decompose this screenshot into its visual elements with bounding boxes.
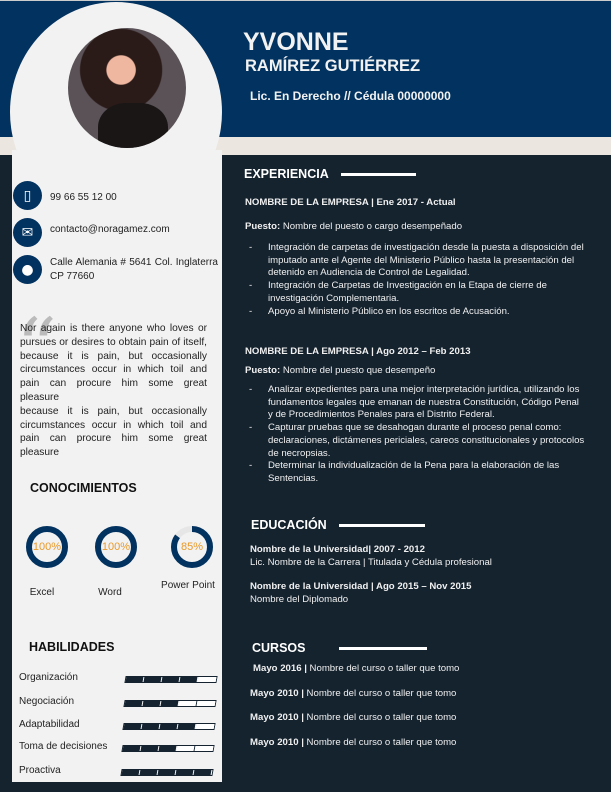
skill-label: Toma de decisiones [19,741,108,752]
skill-segment [197,701,216,706]
skill-segment [141,746,160,751]
phone-icon: ▯ [13,181,42,210]
skill-segment [176,770,195,775]
skill-segment [126,677,145,682]
course-name: Nombre del curso o taller que tomo [303,712,457,723]
skill-segment [143,701,162,706]
course-item [250,712,456,725]
skill-segment [196,724,215,729]
skill-donut [25,525,69,569]
about-text: Nor again is there anyone who loves or pursues or desires to obtain pain of itself, because it is pain, but occasionally circumstances occur in which toil and pain can procure him some great pleasure because it is pain, but occasionally circumstances occur in which toil and pain can procure him some great pleasure [20,323,207,459]
skill-segment [124,724,143,729]
skill-segment [122,770,141,775]
skill-donut [94,525,138,569]
skill-segment [178,724,197,729]
skill-bar [120,769,213,776]
contact-email: contacto@noragamez.com [50,224,170,235]
skill-bar [121,745,214,752]
skill-segment [142,724,161,729]
skill-segment [159,746,178,751]
course-date: Mayo 2010 | [250,712,304,723]
skill-segment [160,724,179,729]
skill-segment [177,746,196,751]
job-heading: NOMBRE DE LA EMPRESA | Ago 2012 – Feb 2013 [245,346,471,357]
job-bullets [245,384,585,486]
skill-segment [180,677,199,682]
skill-segment [158,770,177,775]
education-title-text: EDUCACIÓN [251,518,327,532]
left-panel [12,150,222,782]
location-pin-icon: ● [13,255,42,284]
skill-label: Organización [19,672,78,683]
course-name: Nombre del curso o taller que tomo [303,688,457,699]
profile-photo [68,28,186,148]
skill-segment [144,677,163,682]
skill-bar [122,723,215,730]
edu-heading: Nombre de la Universidad| 2007 - 2012 [250,544,425,555]
courses-title-text: CURSOS [252,641,306,655]
skill-segment [125,701,144,706]
course-name: Nombre del curso o taller que tomo [306,663,460,674]
donut-value: 100% [101,541,131,553]
donut-label: Excel [29,587,55,598]
quote-icon: “ [16,301,57,394]
job-role [245,365,435,378]
skill-bar [124,676,217,683]
donut-value: 100% [32,541,62,553]
subtitle: Lic. En Derecho // Cédula 00000000 [250,89,451,103]
course-item [253,663,459,676]
knowledge-title: CONOCIMIENTOS [30,481,137,495]
education-title [251,518,425,532]
skill-segment [179,701,198,706]
donut-label: Word [98,587,122,598]
contact-phone: 99 66 55 12 00 [50,192,117,203]
skill-label: Proactiva [19,765,61,776]
course-date: Mayo 2010 | [250,688,304,699]
experience-title [244,167,416,181]
role-text: Nombre del puesto o cargo desempeñado [280,221,463,232]
course-name: Nombre del curso o taller que tomo [303,737,457,748]
role-text: Nombre del puesto que desempeño [280,365,436,376]
role-label: Puesto: [245,221,281,232]
experience-title-text: EXPERIENCIA [244,167,329,181]
course-date: Mayo 2010 | [250,737,304,748]
bullet: - Determinar la individualización de la Pena para la elaboración de las Sentencias. [245,460,585,485]
role-label: Puesto: [245,365,281,376]
job-bullets [245,242,585,318]
mail-icon: ✉ [13,218,42,247]
skills-title: HABILIDADES [29,640,115,654]
contact-address: Calle Alemania # 5641 Col. Inglaterra CP 77660 [50,257,218,282]
donut-label: Power Point [161,580,215,591]
skill-segment [198,677,217,682]
skill-donut [170,525,214,569]
bullet: - Integración de Carpetas de Investigación en la Etapa de cierre de investigación Complementaria. [245,280,585,305]
skill-segment [161,701,180,706]
bullet: - Integración de carpetas de investigación desde la puesta a disposición del imputado ante el Agente del Ministerio Público hasta la presentación del detenido en Audiencia de Control de Legalidad. [245,242,585,280]
skill-label: Adaptabilidad [19,719,80,730]
skill-segment [162,677,181,682]
last-name: RAMÍREZ GUTIÉRREZ [245,57,421,75]
edu-heading: Nombre de la Universidad | Ago 2015 – Nov 2015 [250,581,472,592]
job-heading: NOMBRE DE LA EMPRESA | Ene 2017 - Actual [245,197,456,208]
course-item [250,737,456,750]
bullet: - Apoyo al Ministerio Público en los escritos de Acusación. [245,306,585,319]
donut-value: 85% [180,541,204,553]
skill-bar [123,700,216,707]
skill-segment [195,746,214,751]
course-date: Mayo 2016 | [253,663,307,674]
skill-segment [194,770,213,775]
bullet: - Capturar pruebas que se desahogan durante el proceso penal como: declaraciones, dictámenes periciales, careos constitucionales y protocolos de necropsias. [245,422,585,460]
bullet: - Analizar expedientes para una mejor interpretación jurídica, utilizando los fundamentos legales que emanan de nuestra Constitución, Código Penal y de Procedimientos Penales para el Distrito Federal. [245,384,585,422]
edu-detail: Nombre del Diplomado [250,594,349,605]
edu-detail: Lic. Nombre de la Carrera | Titulada y Cédula profesional [250,557,492,568]
skill-segment [140,770,159,775]
courses-title [252,641,427,655]
first-name: YVONNE [243,28,349,56]
course-item [250,688,456,701]
skill-label: Negociación [19,696,75,707]
skill-segment [123,746,142,751]
job-role [245,221,462,234]
